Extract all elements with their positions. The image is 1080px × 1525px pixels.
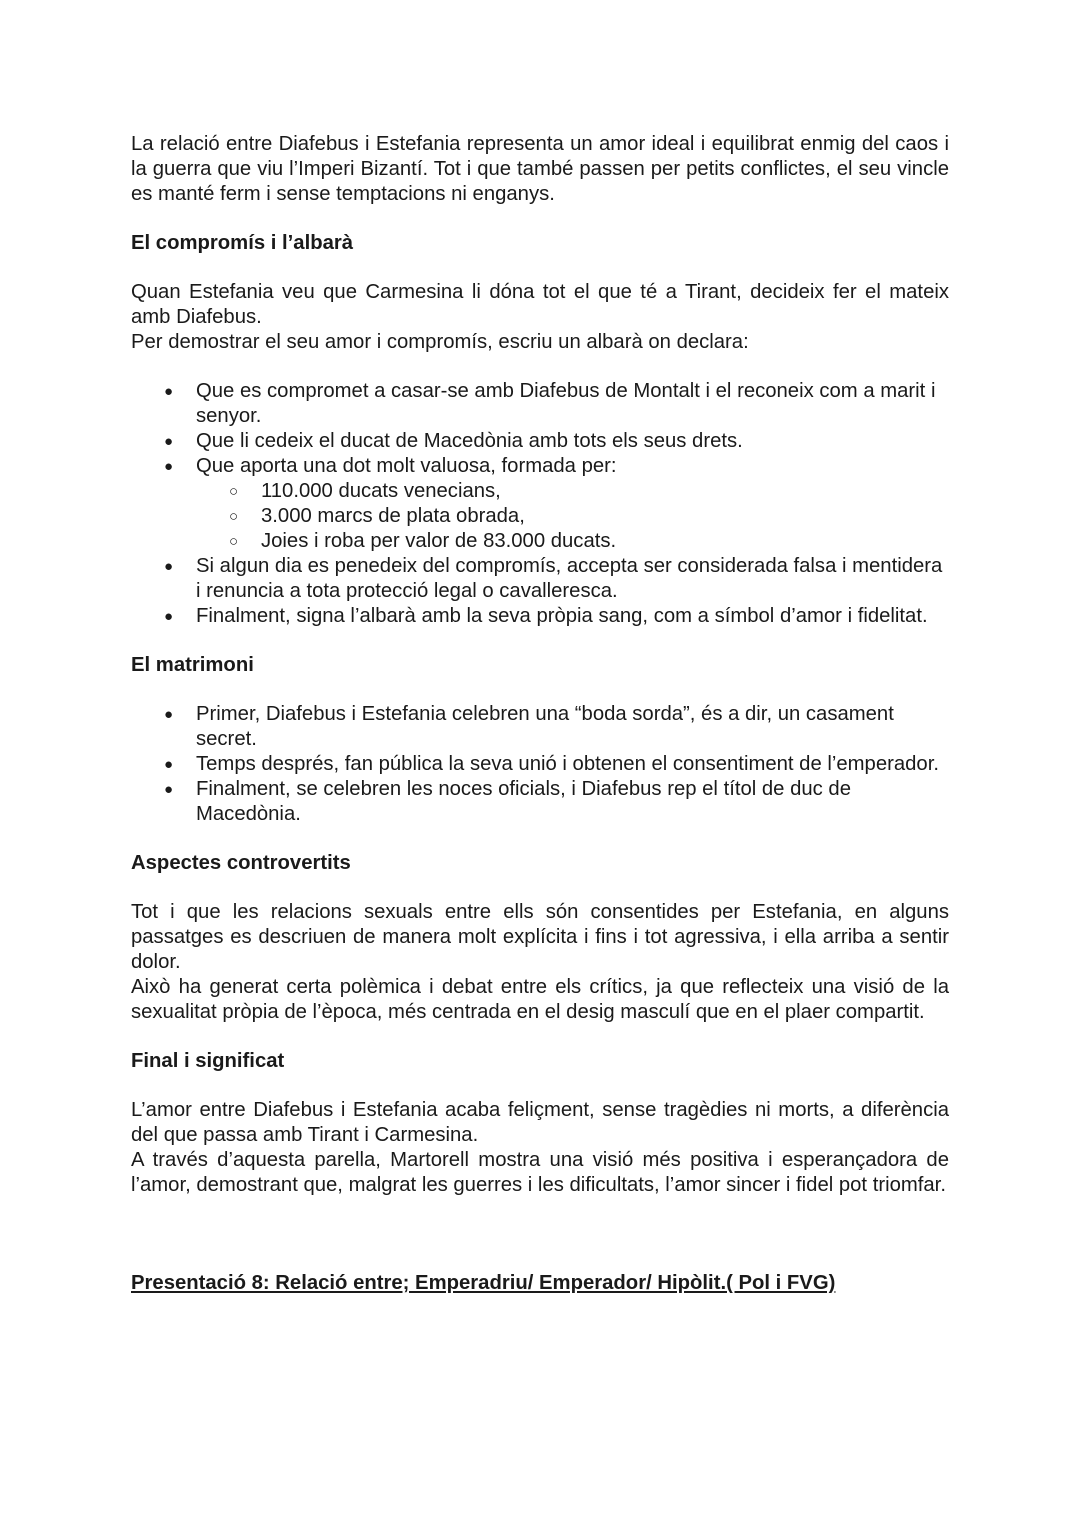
list-item: ● Temps després, fan pública la seva unió i obtenen el consentiment de l’emperador. xyxy=(131,752,949,777)
section-title-final: Final i significat xyxy=(131,1050,285,1072)
sublist-item: ○ 110.000 ducats venecians, xyxy=(196,479,949,504)
section-title-compromis: El compromís i l’albarà xyxy=(131,232,354,254)
compromis-paragraph-1: Quan Estefania veu que Carmesina li dóna tot el que té a Tirant, decideix fer el mateix amb Diafebus. xyxy=(131,281,949,328)
intro-paragraph: La relació entre Diafebus i Estefania representa un amor ideal i equilibrat enmig del caos i la guerra que viu l’Imperi Bizantí. Tot i que també passen per petits conflictes, el seu vincle es manté ferm i sense temptacions ni enganys. xyxy=(131,133,949,205)
sublist-item: ○ 3.000 marcs de plata obrada, xyxy=(196,504,949,529)
list-item: ● Que es compromet a casar-se amb Diafebus de Montalt i el reconeix com a marit i senyor. xyxy=(131,379,949,429)
list-item-text: Que aporta una dot molt valuosa, formada per: xyxy=(196,455,617,477)
dot-sublist xyxy=(196,479,949,554)
compromis-paragraph-2: Per demostrar el seu amor i compromís, escriu un albarà on declara: xyxy=(131,331,749,353)
list-item xyxy=(131,454,949,554)
section-title-aspectes: Aspectes controvertits xyxy=(131,852,351,874)
list-item: ● Finalment, signa l’albarà amb la seva pròpia sang, com a símbol d’amor i fidelitat. xyxy=(131,604,949,629)
albara-list xyxy=(131,379,949,629)
list-item: ● Que li cedeix el ducat de Macedònia amb tots els seus drets. xyxy=(131,429,949,454)
list-item: ● Primer, Diafebus i Estefania celebren una “boda sorda”, és a dir, un casament secret. xyxy=(131,702,949,752)
sublist-item: ○ Joies i roba per valor de 83.000 ducats. xyxy=(196,529,949,554)
aspectes-paragraph-1: Tot i que les relacions sexuals entre ells són consentides per Estefania, en alguns passatges es descriuen de manera molt explícita i fins i tot agressiva, i ella arriba a sentir dolor. xyxy=(131,901,949,973)
next-presentation-heading: Presentació 8: Relació entre; Emperadriu/ Emperador/ Hipòlit.( Pol i FVG) xyxy=(131,1272,836,1294)
final-paragraph-1: L’amor entre Diafebus i Estefania acaba feliçment, sense tragèdies ni morts, a diferència del que passa amb Tirant i Carmesina. xyxy=(131,1099,949,1146)
matrimoni-list xyxy=(131,702,949,827)
aspectes-paragraph-2: Això ha generat certa polèmica i debat entre els crítics, ja que reflecteix una visió de la sexualitat pròpia de l’època, més centrada en el desig masculí que en el plaer compartit. xyxy=(131,976,949,1023)
list-item: ● Si algun dia es penedeix del compromís, accepta ser considerada falsa i mentidera i renuncia a tota protecció legal o cavalleresca. xyxy=(131,554,949,604)
final-paragraph-2: A través d’aquesta parella, Martorell mostra una visió més positiva i esperançadora de l’amor, demostrant que, malgrat les guerres i les dificultats, l’amor sincer i fidel pot triomfar. xyxy=(131,1149,949,1196)
document-page xyxy=(131,132,949,1296)
section-title-matrimoni: El matrimoni xyxy=(131,654,254,676)
list-item: ● Finalment, se celebren les noces oficials, i Diafebus rep el títol de duc de Macedònia. xyxy=(131,777,949,827)
